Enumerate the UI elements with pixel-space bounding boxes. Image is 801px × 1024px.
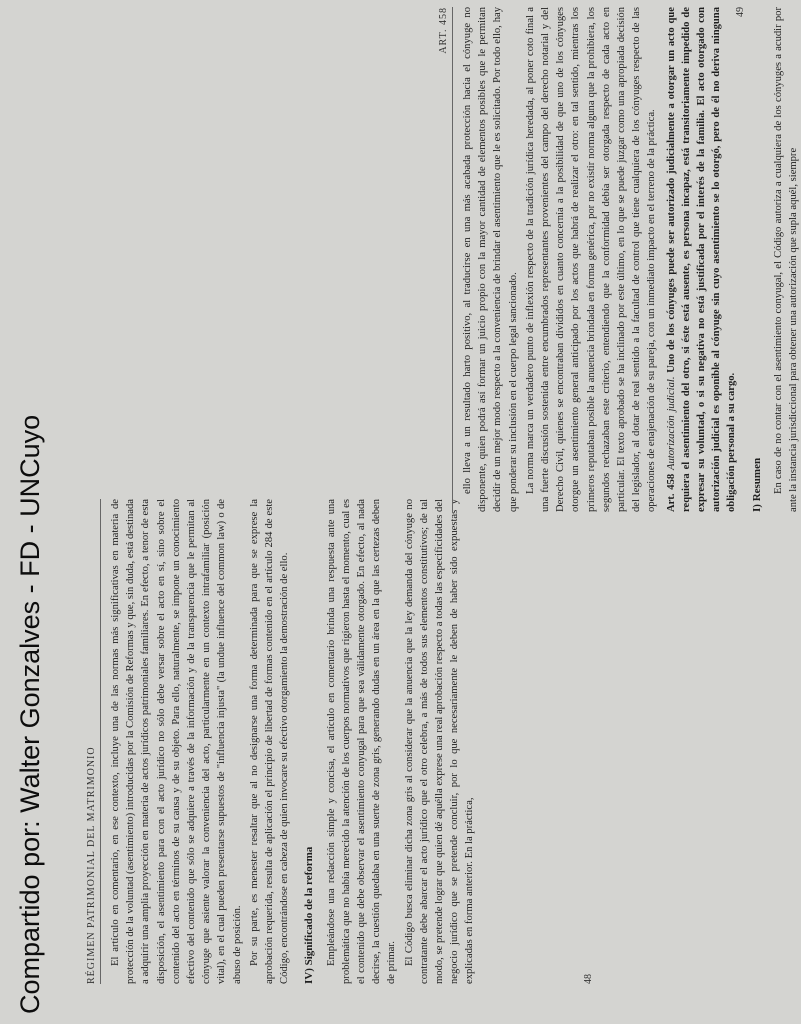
article-label: Art. 458 bbox=[665, 473, 677, 512]
left-page-column bbox=[108, 499, 574, 984]
section-heading: IV) Significado de la reforma bbox=[303, 846, 316, 984]
paragraph: El Código busca eliminar dicha zona gris al considerar que la anuencia que la ley demanda del cónyuge no contratante debe abarcar el acto jurídico que el otro celebra, a más de todos sus elementos constitutivos; de tal modo, se pretende lograr que quien dé aquélla exprese una real aprobación respecto a todas las especificidades del negocio jurídico que se pretende concluir, por lo que necesariamente le deben de haber sido expuestas y explicadas en forma anterior. En la práctica, bbox=[403, 499, 476, 984]
running-head: ART. 458 bbox=[438, 7, 449, 54]
paragraph: En caso de no contar con el asentimiento conyugal, el Código autoriza a cualquiera de los cónyuges a acudir por ante la instancia jurisdiccional para obtener una autorización que supla aquél, siempre bbox=[772, 7, 800, 512]
page-number: 49 bbox=[735, 7, 746, 17]
section-heading: I) Resumen bbox=[750, 457, 763, 512]
paragraph: La norma marca un verdadero punto de inflexión respecto de la tradición jurídica heredada, al poner coto final a una fuerte discusión sostenida entre encumbrados representantes provenientes del campo del derecho notarial y del Derecho Civil, quienes se encontraban divididos en cuanto concernía a la posibilidad de que uno de los cónyuges otorgue un asentimiento general anticipado por los actos que habrá de realizar el otro: en tal sentido, mientras los primeros reputaban posible la anuencia brindada en forma genérica, por no existir norma alguna que la prohibiera, los segundos rechazaban este criterio, entendiendo que la conformidad debía ser otorgada respecto de cada acto en particular. El texto aprobado se ha inclinado por este último, en lo que se puede juzgar como una apropiada decisión del legislador, al dotar de real sentido a la facultad de control que tiene cualquiera de los cónyuges respecto de las operaciones de enajenación de su pareja, con un inmediato impacto en el terreno de la práctica. bbox=[524, 7, 658, 512]
left-page-header bbox=[78, 499, 101, 984]
left-page bbox=[78, 499, 598, 984]
paragraph: ello lleva a un resultado harto positivo, al traducirse en una más acabada protección hacia el cónyuge no disponente, quien podrá así formar un juicio propio con la mayor cantidad de elementos posibles que le permitan decidir de un mejor modo respecto a la conveniencia de brindar el asentimiento que le es solicitado. Por todo ello, hay que ponderar su inclusión en el cuerpo legal sancionado. bbox=[462, 7, 519, 512]
right-page bbox=[430, 7, 800, 512]
article-text: Uno de los cónyuges puede ser autorizado judicialmente a otorgar un acto que requiera el asentimiento del otro, si éste está ausente, es persona incapaz, está transitoriamente impedido de expresar su voluntad, o si su negativa no está justificada por el interés de la familia. El acto otorgado con autorización judicial es oponible al cónyuge sin cuyo asentimiento se lo otorgó, pero de él no deriva ninguna obligación personal a su cargo. bbox=[665, 7, 738, 512]
paragraph: El artículo en comentario, en ese contexto, incluye una de las normas más significativas en materia de protección de la voluntad (asentimiento) introducidas por la Comisión de Reformas y que, sin duda, está destinada a adquirir una amplia proyección en materia de actos jurídicos patrimoniales familiares. En efecto, a tenor de esta disposición, el asentimiento para con el acto jurídico no sólo debe versar sobre el acto en sí, sino sobre el contenido del acto en términos de su causa y de su objeto. Para ello, naturalmente, se impone un conocimiento efectivo del contenido que sólo se adquiere a través de la información y de la transparencia que le permitan al cónyuge que asiente valorar la conveniencia del acto, particularmente en un contexto intrafamiliar (posición vital), en el cual pueden presentarse supuestos de "influencia injusta" (la undue influence del common law) o de abuso de posición. bbox=[110, 499, 243, 984]
right-page-header bbox=[430, 7, 453, 512]
paragraph: Empleándose una redacción simple y concisa, el artículo en comentario brinda una respuesta ante una problemática que no había merecido la atención de los cuerpos normativos que rigieron hasta el momento, cual es el contenido que debe observar el asentimiento conyugal para que sea válidamente otorgado. En efecto, al nada decirse, la cuestión quedaba en una suerte de zona gris, generando dudas en un área en la que las certezas deben de primar. bbox=[325, 499, 398, 984]
watermark-text: Compartido por: Walter Gonzalves - FD - UNCuyo bbox=[15, 414, 45, 1014]
article-title: Autorización judicial. bbox=[665, 376, 677, 471]
paragraph: Por su parte, es menester resaltar que al no designarse una forma determinada para que se exprese la aprobación requerida, resulta de aplicación el principio de libertad de formas contenido en el artículo 284 de este Código, encontrándose en cabeza de quien invocare su efectivo otorgamiento la demostración de ello. bbox=[248, 499, 291, 984]
running-head: RÉGIMEN PATRIMONIAL DEL MATRIMONIO bbox=[86, 746, 97, 984]
page-number: 48 bbox=[583, 974, 594, 984]
article-block bbox=[664, 7, 740, 512]
